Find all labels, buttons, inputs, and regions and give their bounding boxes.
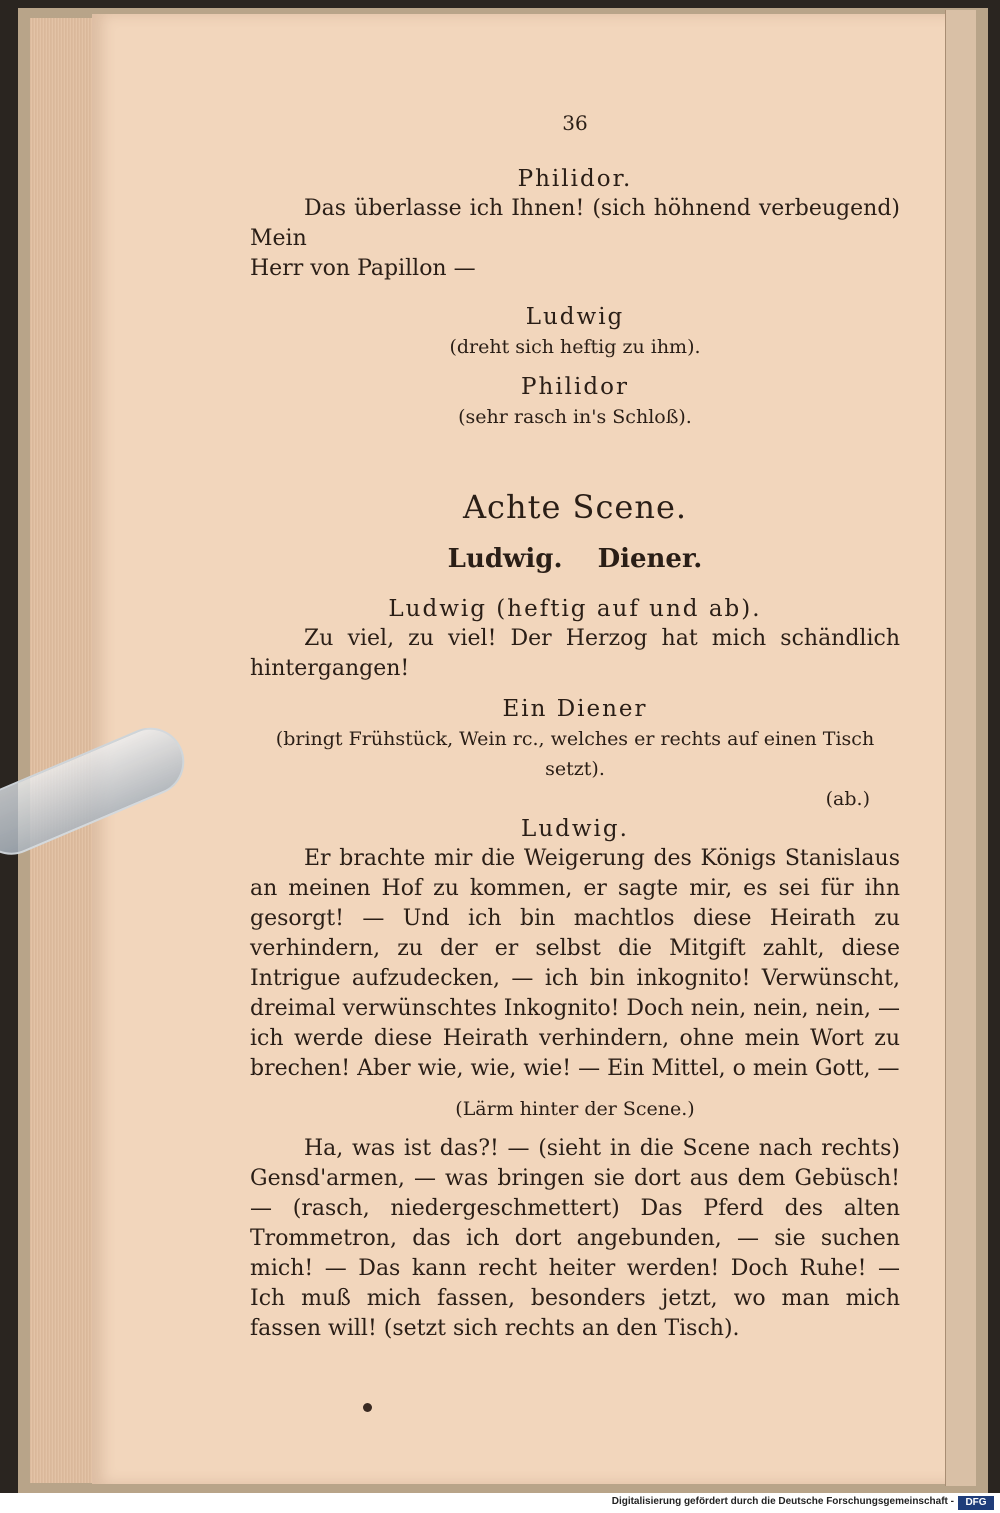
stage-direction-3: (bringt Frühstück, Wein rc., welches er rechts auf einen Tisch setzt). [275, 728, 875, 780]
page-edges [30, 18, 93, 1483]
speaker-diener: Ein Diener [502, 696, 648, 722]
speaker-ludwig: Ludwig [525, 304, 625, 330]
stage-exit: (ab.) [825, 788, 870, 810]
dfg-logo-icon: DFG [958, 1496, 994, 1510]
speaker-ludwig-2: Ludwig (heftig auf und ab). [388, 596, 762, 622]
page-number: 36 [562, 111, 588, 135]
stage-direction: (dreht sich heftig zu ihm). [449, 336, 701, 358]
dialogue-line: Das überlasse ich Ihnen! (sich höhnend verbeugend) Mein Herr von Papillon — [250, 196, 900, 281]
page-text [250, 108, 900, 1344]
speaker-philidor-2: Philidor [521, 374, 629, 400]
stage-direction-4: (Lärm hinter der Scene.) [455, 1098, 695, 1120]
speaker-ludwig-3: Ludwig. [521, 816, 629, 842]
speaker-philidor: Philidor. [517, 166, 633, 192]
ink-dot [363, 1403, 372, 1412]
scene-cast: Ludwig. Diener. [447, 544, 703, 574]
monologue-paragraph: Er brachte mir die Weigerung des Königs Stanislaus an meinen Hof zu kommen, er sagte mir, es sei für ihn gesorgt! — Und ich bin machtlos diese Heirath zu verhindern, zu der er selbst die Mitgift zahlt, diese Intrigue aufzudecken, — ich bin inkognito! Verwünscht, dreimal verwünschtes Inkognito! Doch nein, nein, nein, — ich werde diese Heirath verhindern, ohne mein Wort zu brechen! Aber wie, wie, wie! — Ein Mittel, o mein Gott, — [250, 846, 900, 1081]
monologue-paragraph-2: Ha, was ist das?! — (sieht in die Scene nach rechts) Gensd'armen, — was bringen sie dort aus dem Gebüsch! — (rasch, niedergeschmettert) Das Pferd des alten Trommetron, das ich dort angebunden, — sie suchen mich! — Das kann recht heiter werden! Doch Ruhe! — Ich muß mich fassen, besonders jetzt, wo man mich fassen will! (setzt sich rechts an den Tisch). [250, 1136, 900, 1341]
footer-text: Digitalisierung gefördert durch die Deutsche Forschungsgemeinschaft - [611, 1496, 954, 1507]
scene-title: Achte Scene. [462, 488, 688, 526]
dialogue-paragraph: Zu viel, zu viel! Der Herzog hat mich schändlich hintergangen! [250, 626, 900, 681]
footer [0, 1493, 1000, 1513]
page-right-edge [945, 10, 976, 1486]
stage-direction-2: (sehr rasch in's Schloß). [458, 406, 692, 428]
